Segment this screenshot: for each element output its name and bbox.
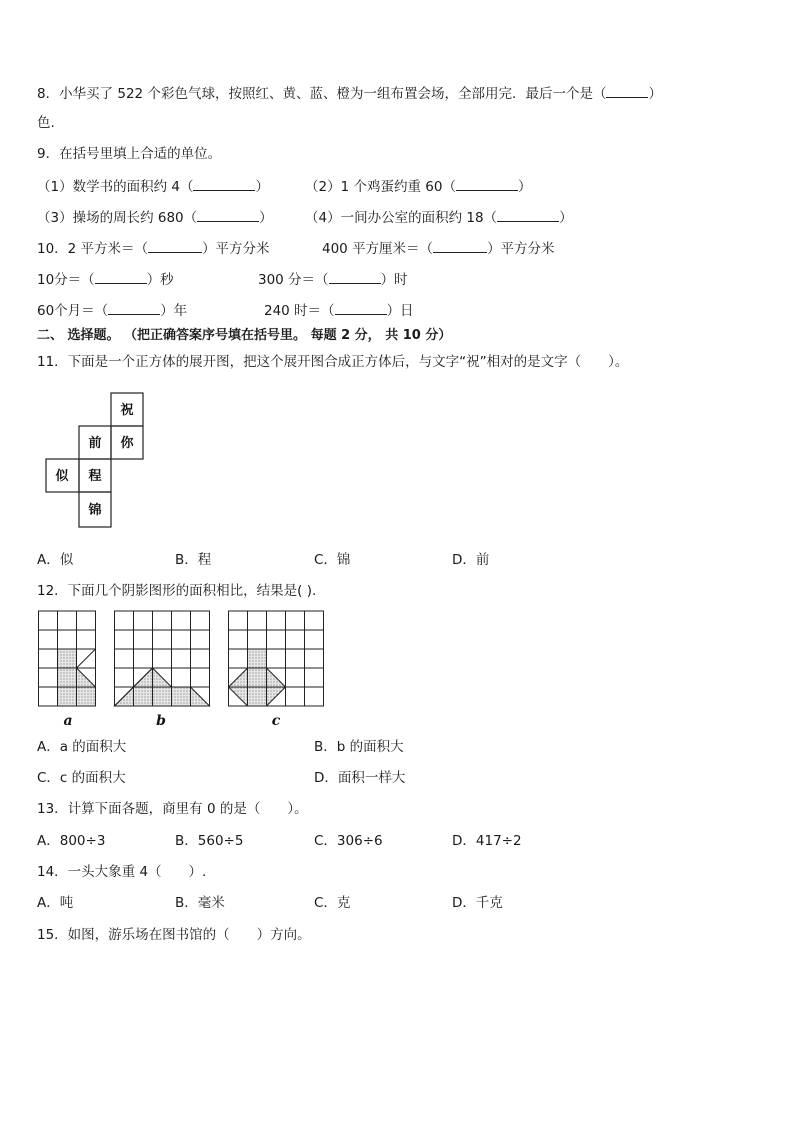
net-char-ni: 你 — [120, 436, 134, 451]
q13-option-a[interactable]: A．800÷3 — [37, 833, 106, 849]
q14-option-b[interactable]: B．毫米 — [175, 895, 225, 911]
q9-title: 9．在括号里填上合适的单位。 — [37, 146, 222, 162]
net-char-qian: 前 — [88, 436, 102, 451]
grid-b — [115, 611, 210, 706]
q13-option-d[interactable]: D．417÷2 — [452, 833, 522, 849]
q12-option-a[interactable]: A．a 的面积大 — [37, 739, 127, 755]
net-char-si: 似 — [55, 469, 69, 484]
q13-option-b[interactable]: B．560÷5 — [175, 833, 244, 849]
grid-label-a: a — [63, 713, 73, 729]
q10-item-1: 10．2 平方米＝（ ）平方分米 — [37, 238, 270, 258]
q12-option-b[interactable]: B．b 的面积大 — [314, 739, 404, 755]
q9-item-3: （3）操场的周长约 680（ ） — [37, 207, 273, 227]
section-heading: 二、 选择题。 （把正确答案序号填在括号里。 每题 2 分， 共 10 分） — [37, 328, 452, 343]
q11-option-d[interactable]: D．前 — [452, 552, 490, 568]
q15-question: 15．如图，游乐场在图书馆的（ ）方向。 — [37, 927, 311, 943]
q9-item-4: （4）一间办公室的面积约 18（ ） — [305, 207, 573, 227]
q13-question: 13．计算下面各题，商里有 0 的是（ ）。 — [37, 801, 308, 817]
q8-line1: 8．小华买了 522 个彩色气球，按照红、黄、蓝、橙为一组布置会场，全部用完．最后一个是（ ） — [37, 83, 662, 103]
net-char-cheng: 程 — [88, 469, 102, 484]
grid-c — [229, 611, 324, 706]
q9-item-2: （2）1 个鸡蛋约重 60（ ） — [305, 176, 531, 196]
q14-question: 14．一头大象重 4（ ）. — [37, 864, 207, 880]
q14-option-d[interactable]: D．千克 — [452, 895, 503, 911]
q10-item-4: 300 分＝（ ）时 — [258, 269, 408, 289]
q11-question: 11．下面是一个正方体的展开图，把这个展开图合成正方体后，与文字“祝”相对的是文字（ ）。 — [37, 354, 629, 370]
grid-label-b: b — [156, 713, 166, 729]
q12-question: 12．下面几个阴影图形的面积相比，结果是( ). — [37, 583, 317, 599]
q10-item-3: 10分＝（ ）秒 — [37, 269, 174, 289]
q14-option-c[interactable]: C．克 — [314, 895, 351, 911]
q9-item-1: （1）数学书的面积约 4（ ） — [37, 176, 269, 196]
q10-item-2: 400 平方厘米＝（ ）平方分米 — [322, 238, 555, 258]
q10-item-6: 240 时＝（ ）日 — [264, 300, 414, 320]
net-char-zhu: 祝 — [120, 403, 134, 418]
q11-option-b[interactable]: B．程 — [175, 552, 212, 568]
q11-option-c[interactable]: C．锦 — [314, 552, 351, 568]
net-char-jin: 锦 — [88, 503, 102, 518]
q13-option-c[interactable]: C．306÷6 — [314, 833, 383, 849]
grid-a — [39, 611, 96, 706]
q12-option-c[interactable]: C．c 的面积大 — [37, 770, 126, 786]
grid-label-c: c — [271, 713, 281, 729]
q8-line2: 色. — [37, 115, 55, 131]
q11-option-a[interactable]: A．似 — [37, 552, 74, 568]
q14-option-a[interactable]: A．吨 — [37, 895, 74, 911]
q12-option-d[interactable]: D．面积一样大 — [314, 770, 406, 786]
q10-item-5: 60个月＝（ ）年 — [37, 300, 187, 320]
